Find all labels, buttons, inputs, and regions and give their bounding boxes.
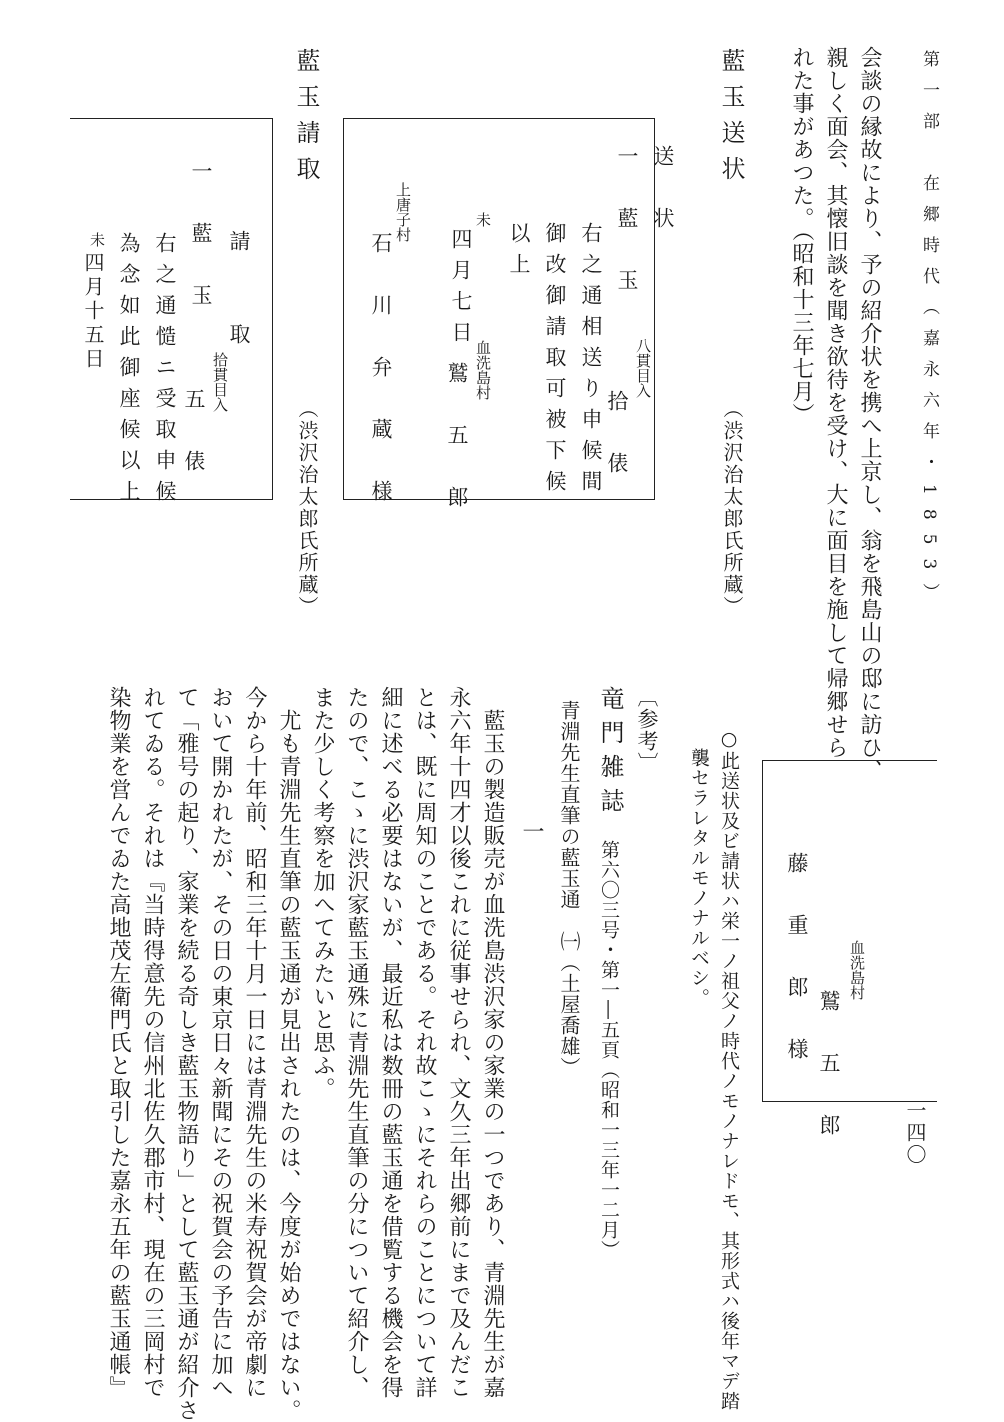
ref-line-11: れてゐる。それは『当時得意先の信州北佐久郡市村、現在の三岡村で — [140, 686, 165, 1399]
doc2-item: 一 藍 玉 — [189, 160, 213, 315]
doc1-recipient: 石 川 弁 蔵 様 — [369, 232, 393, 511]
page-number: 一四〇 — [903, 1100, 927, 1166]
doc2-qty-small: 拾貫目入 — [211, 352, 229, 412]
ref-line-1: 藍玉の製造販売が血洗島渋沢家の家業の一つであり、青淵先生が嘉 — [480, 686, 505, 1399]
doc3-sender-place: 血洗島村 — [848, 940, 866, 1000]
footnote-line-1: ○此送状及ビ請状ハ栄一ノ祖父ノ時代ノモノナレドモ、其形式ハ後年マデ踏 — [718, 728, 740, 1411]
doc1-body-3: 以上 — [507, 222, 531, 284]
ref-line-10: て「雅号の起り、家業を続る奇しき藍玉物語り」として藍玉通が紹介さ — [174, 686, 199, 1422]
doc1-date-small: 未 — [474, 212, 492, 227]
ref-line-5: たので、こゝに渋沢家藍玉通殊に青淵先生直筆の分について紹介し、 — [344, 686, 369, 1399]
doc3-recipient: 藤 重 郎 様 — [785, 852, 809, 1069]
doc1-body-2: 御改御請取可被下候 — [543, 222, 567, 501]
doc2-body-1: 右之通慥ニ受取申候 — [153, 232, 177, 511]
doc2-date: 四月十五日 — [81, 252, 105, 372]
doc1-body-1: 右之通相送り申候間 — [579, 222, 603, 501]
doc1-source: （渋沢治太郎氏所蔵） — [720, 398, 744, 618]
ref-line-4: 細に述べる必要はないが、最近私は数冊の藍玉通を借覧する機会を得 — [378, 686, 403, 1399]
section-number: 一 — [519, 820, 544, 843]
doc1-recipient-place: 上唐子村 — [394, 182, 412, 242]
doc2-title: 藍玉請取 — [292, 48, 320, 192]
ref-line-8: 今から十年前、昭和三年十月一日には青淵先生の米寿祝賀会が帝劇に — [242, 686, 267, 1399]
journal-issue: 第六〇三号・第一―五頁（昭和一三年一二月） — [598, 840, 620, 1260]
doc1-qty: 拾 俵 — [605, 390, 629, 483]
running-head: 第一部 在郷時代（嘉永六年・1853） — [919, 50, 939, 615]
ref-line-9: おいて開かれたが、その日の東京日々新聞にその祝賀会の予告に加へ — [208, 686, 233, 1399]
article-title: 青淵先生直筆の藍玉通 ㈠（土屋喬雄） — [557, 700, 581, 1078]
ref-line-7: 尤も青淵先生直筆の藍玉通が見出されたのは、今度が始めではない。 — [276, 686, 301, 1422]
doc2-heading: 請 取 — [227, 230, 251, 354]
doc1-sender: 鷲 五 郎 — [445, 362, 469, 517]
footnote-line-2: 襲セラレタルモノナルベシ。 — [688, 728, 710, 1008]
doc3-sender: 鷲 五 郎 — [817, 990, 841, 1145]
doc1-sender-place: 血洗島村 — [474, 340, 492, 400]
doc1-date: 四月七日 — [449, 228, 473, 352]
intro-line-3: れた事があつた。（昭和十三年七月） — [789, 46, 814, 426]
intro-line-2: 親しく面会、其懐旧談を聞き欲待を受け、大に面目を施して帰郷せら — [823, 46, 848, 759]
doc2-source: （渋沢治太郎氏所蔵） — [295, 398, 319, 618]
doc2-date-small: 未 — [88, 232, 106, 247]
journal-name: 竜門雑誌 — [596, 686, 624, 822]
doc2-qty: 五 俵 — [182, 388, 206, 481]
reference-label: 〔参考〕 — [635, 686, 659, 774]
ref-line-2: 永六年十四才以後これに従事せられ、文久三年出郷前にまで及んだこ — [446, 686, 471, 1399]
ref-line-6: また少しく考察を加へてみたいと思ふ。 — [310, 686, 335, 1100]
doc2-body-2: 為念如此御座候以上 — [117, 232, 141, 511]
doc1-heading: 送 状 — [651, 145, 675, 238]
doc1-item: 一 藍 玉 — [615, 145, 639, 300]
intro-line-1: 会談の縁故により、予の紹介状を携へ上京し、翁を飛島山の邸に訪ひ、 — [857, 46, 882, 782]
doc1-qty-small: 八貫目入 — [634, 338, 652, 398]
doc1-title: 藍玉送状 — [717, 48, 745, 192]
ref-line-12: 染物業を営んでゐた高地茂左衛門氏と取引した嘉永五年の藍玉通帳』 — [106, 686, 131, 1399]
ref-line-3: とは、既に周知のことである。それ故こゝにそれらのことについて詳 — [412, 686, 437, 1399]
